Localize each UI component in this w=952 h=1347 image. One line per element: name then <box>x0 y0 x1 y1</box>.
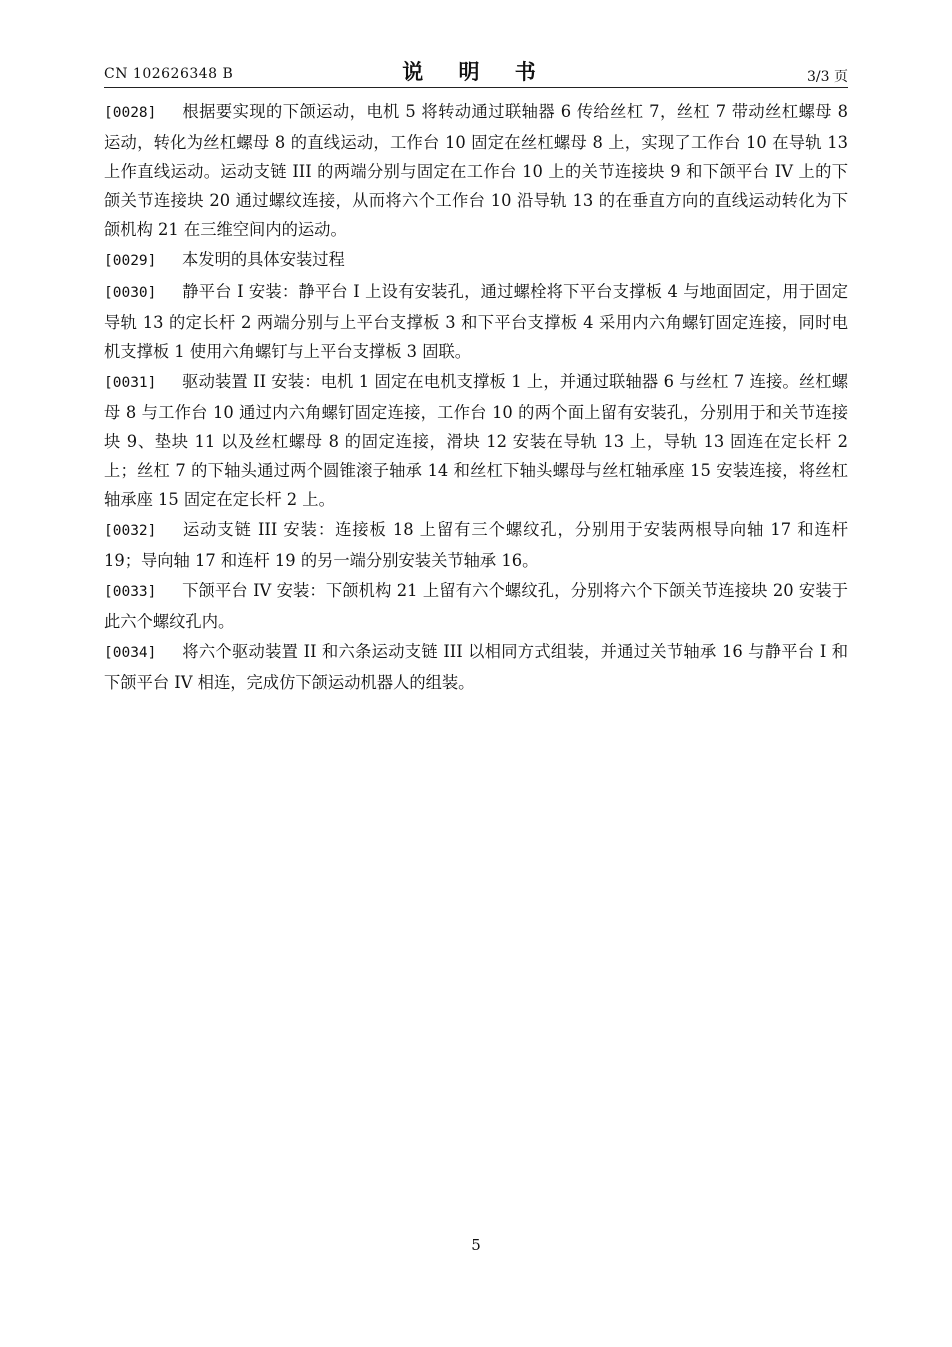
paragraph-number: [0030] <box>104 285 157 301</box>
paragraph-text: 静平台 I 安装：静平台 I 上设有安装孔，通过螺栓将下平台支撑板 4 与地面固定，用于固定导轨 13 的定长杆 2 两端分别与上平台支撑板 3 和下平台支撑板 4 采用内六角螺钉固定连接，同时电机支撑板 1 使用六角螺钉与上平台支撑板 3 固联。 <box>104 282 848 361</box>
paragraph-number: [0032] <box>104 523 157 539</box>
page-number: 5 <box>471 1236 481 1254</box>
paragraph-0031 <box>104 367 848 514</box>
paragraph-number: [0028] <box>104 105 157 121</box>
paragraph-number: [0034] <box>104 645 157 661</box>
paragraph-text: 将六个驱动装置 II 和六条运动支链 III 以相同方式组装，并通过关节轴承 16 与静平台 I 和下颌平台 IV 相连，完成仿下颌运动机器人的组装。 <box>104 642 848 692</box>
paragraph-text: 下颌平台 IV 安装：下颌机构 21 上留有六个螺纹孔，分别将六个下颌关节连接块 20 安装于此六个螺纹孔内。 <box>104 581 848 631</box>
patent-number: CN 102626348 B <box>104 66 234 82</box>
paragraph-0029 <box>104 245 848 276</box>
paragraph-text: 运动支链 III 安装：连接板 18 上留有三个螺纹孔，分别用于安装两根导向轴 17 和连杆 19；导向轴 17 和连杆 19 的另一端分别安装关节轴承 16。 <box>104 520 848 570</box>
paragraph-0028 <box>104 97 848 244</box>
document-title: 说 明 书 <box>402 60 550 84</box>
paragraph-text: 根据要实现的下颌运动，电机 5 将转动通过联轴器 6 传给丝杠 7，丝杠 7 带动丝杠螺母 8 运动，转化为丝杠螺母 8 的直线运动，工作台 10 固定在丝杠螺母 8 上，实现了工作台 10 在导轨 13 上作直线运动。运动支链 III 的两端分别与固定在工作台 10 上的关节连接块 9 和下颌平台 IV 上的下颌关节连接块 20 通过螺纹连接，从而将六个工作台 10 沿导轨 13 的在垂直方向的直线运动转化为下颌机构 21 在三维空间内的运动。 <box>104 102 848 239</box>
paragraph-number: [0031] <box>104 375 157 391</box>
paragraph-0032 <box>104 515 848 575</box>
description-body <box>104 97 848 698</box>
paragraph-number: [0029] <box>104 253 157 269</box>
paragraph-0030 <box>104 277 848 366</box>
paragraph-text: 本发明的具体安装过程 <box>182 250 345 269</box>
header-divider <box>104 87 848 88</box>
page-count: 3/3 页 <box>807 69 848 85</box>
paragraph-number: [0033] <box>104 584 157 600</box>
paragraph-0033 <box>104 576 848 636</box>
paragraph-0034 <box>104 637 848 697</box>
paragraph-text: 驱动装置 II 安装：电机 1 固定在电机支撑板 1 上，并通过联轴器 6 与丝杠 7 连接。丝杠螺母 8 与工作台 10 通过内六角螺钉固定连接，工作台 10 的两个面上留有安装孔，分别用于和关节连接块 9、垫块 11 以及丝杠螺母 8 的固定连接，滑块 12 安装在导轨 13 上，导轨 13 固连在定长杆 2 上；丝杠 7 的下轴头通过两个圆锥滚子轴承 14 和丝杠下轴头螺母与丝杠轴承座 15 安装连接，将丝杠轴承座 15 固定在定长杆 2 上。 <box>104 372 848 509</box>
page-header <box>104 56 848 86</box>
